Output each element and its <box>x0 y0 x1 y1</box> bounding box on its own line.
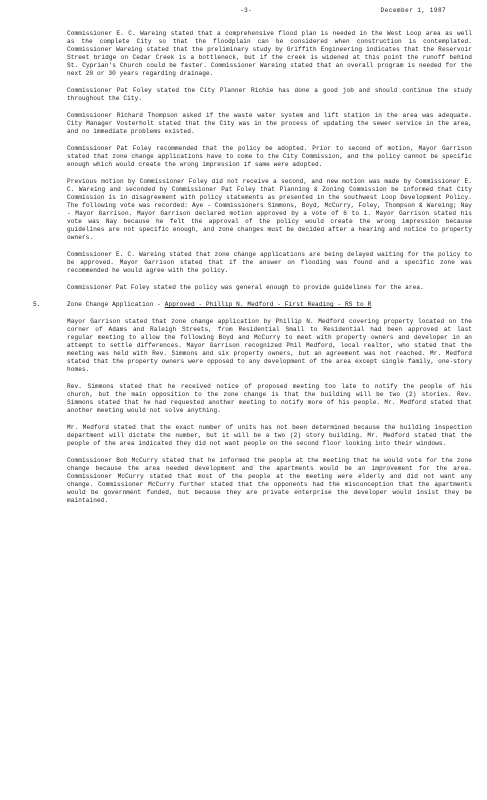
page-date: December 1, 1987 <box>380 7 447 14</box>
paragraph: Commissioner Richard Thompson asked if the waste water system and lift station in the area was adequate. City Manager Vosterholt stated that the City was in the process of updating the sewer service in the area, and no immediate problems existed. <box>67 112 472 135</box>
paragraph: Rev. Simmons stated that he received notice of proposed meeting too late to notify the people of his church, but the main opposition to the zone change is that the building will be two (2) stories. Rev. Simmons stated that he had requested another meeting to notify more of his people. Mr. Medford stated that another meeting would not solve anything. <box>67 383 472 414</box>
item-title: Zone Change Application <box>67 301 154 308</box>
item-action: Approved - Phillip N. Medford - First Reading - RS to R <box>164 301 372 308</box>
item-heading: Zone Change Application - Approved - Phillip N. Medford - First Reading - RS to R <box>67 301 372 308</box>
page-number: -3- <box>240 7 253 14</box>
paragraph: Commissioner Pat Foley stated the City Planner Richie has done a good job and should continue the study throughout the City. <box>67 87 472 102</box>
agenda-item-5 <box>33 301 472 309</box>
item-number: 5. <box>33 301 41 308</box>
paragraph: Commissioner Bob McCurry stated that he informed the people at the meeting that he would vote for the zone change because the area needed development and the apartments would be an improvement for the area. Commissioner McCurry stated that most of the people at the meeting were elderly and did not want any change. Commissioner McCurry further stated that the opponents had the misconception that the apartments would be government funded, but because they are private enterprise the developer would insist they be maintained. <box>67 457 472 504</box>
paragraph: Commissioner Pat Foley stated the policy was general enough to provide guidelines for the area. <box>67 284 424 291</box>
paragraph: Mr. Medford stated that the exact number of units has not been determined because the building inspection department will dictate the number, but it will be a two (2) story building. Mr. Medford stated that the people of the area indicated they did not want people on the second floor looking into their windows. <box>67 424 472 447</box>
minutes-body <box>33 30 472 514</box>
paragraph: Mayor Garrison stated that zone change application by Phillip N. Medford covering property located on the corner of Adams and Raleigh Streets, from Residential Small to Residential had been approved at last regular meeting to allow the following Boyd and McCurry to meet with property owners and developer in an attempt to settle differences. Mayor Garrison recognized Phil Medford, local realtor, who stated that the meeting was held with Rev. Simmons and six property owners, but an agreement was not reached. Mr. Medford stated that the property owners were opposed to any development of the area except single family, one-story homes. <box>67 318 472 373</box>
paragraph: Commissioner E. C. Wareing stated that zone change applications are being delayed waiting for the policy to be approved. Mayor Garrison stated that if the answer on flooding was found and a specific zone was recommended he would agree with the policy. <box>67 251 472 274</box>
paragraph: Previous motion by Commissioner Foley did not receive a second, and new motion was made by Commissioner E. C. Wareing and seconded by Commissioner Pat Foley that Planning & Zoning Commission be informed that City Commission is in disagreement with policy statements as presented in the southwest Loop Development Policy. The following vote was recorded: Aye - Commissioners Simmons, Boyd, McCurry, Foley, Thompson & Wareing; Nay - Mayor Garrison. Mayor Garrison declared motion approved by a vote of 6 to 1. Mayor Garrison stated his vote was Nay because he felt the approval of the policy would create the wrong impression because guidelines are not specific enough, and zone changes must be decided after a hearing and notice to property owners. <box>67 178 472 241</box>
page-header <box>240 7 477 14</box>
paragraph: Commissioner E. C. Wareing stated that a comprehensive flood plan is needed in the West Loop area as well as the complete City so that the floodplain can be considered when construction is contemplated. Commissioner Wareing stated that the preliminary study by Griffith Engineering indicates that the Reservoir Street bridge on Cedar Creek is a bottleneck, but if the creek is widened at this point the runoff behind St. Cyprian's Church could be faster. Commissioner Wareing stated that an overall program is needed for the next 20 or 30 years regarding drainage. <box>67 30 472 77</box>
paragraph: Commissioner Pat Foley recommended that the policy be adopted. Prior to second of motion, Mayor Garrison stated that zone change applications have to come to the City Commission, and the policy cannot be specific enough which would create the wrong impression if same were adopted. <box>67 145 472 168</box>
